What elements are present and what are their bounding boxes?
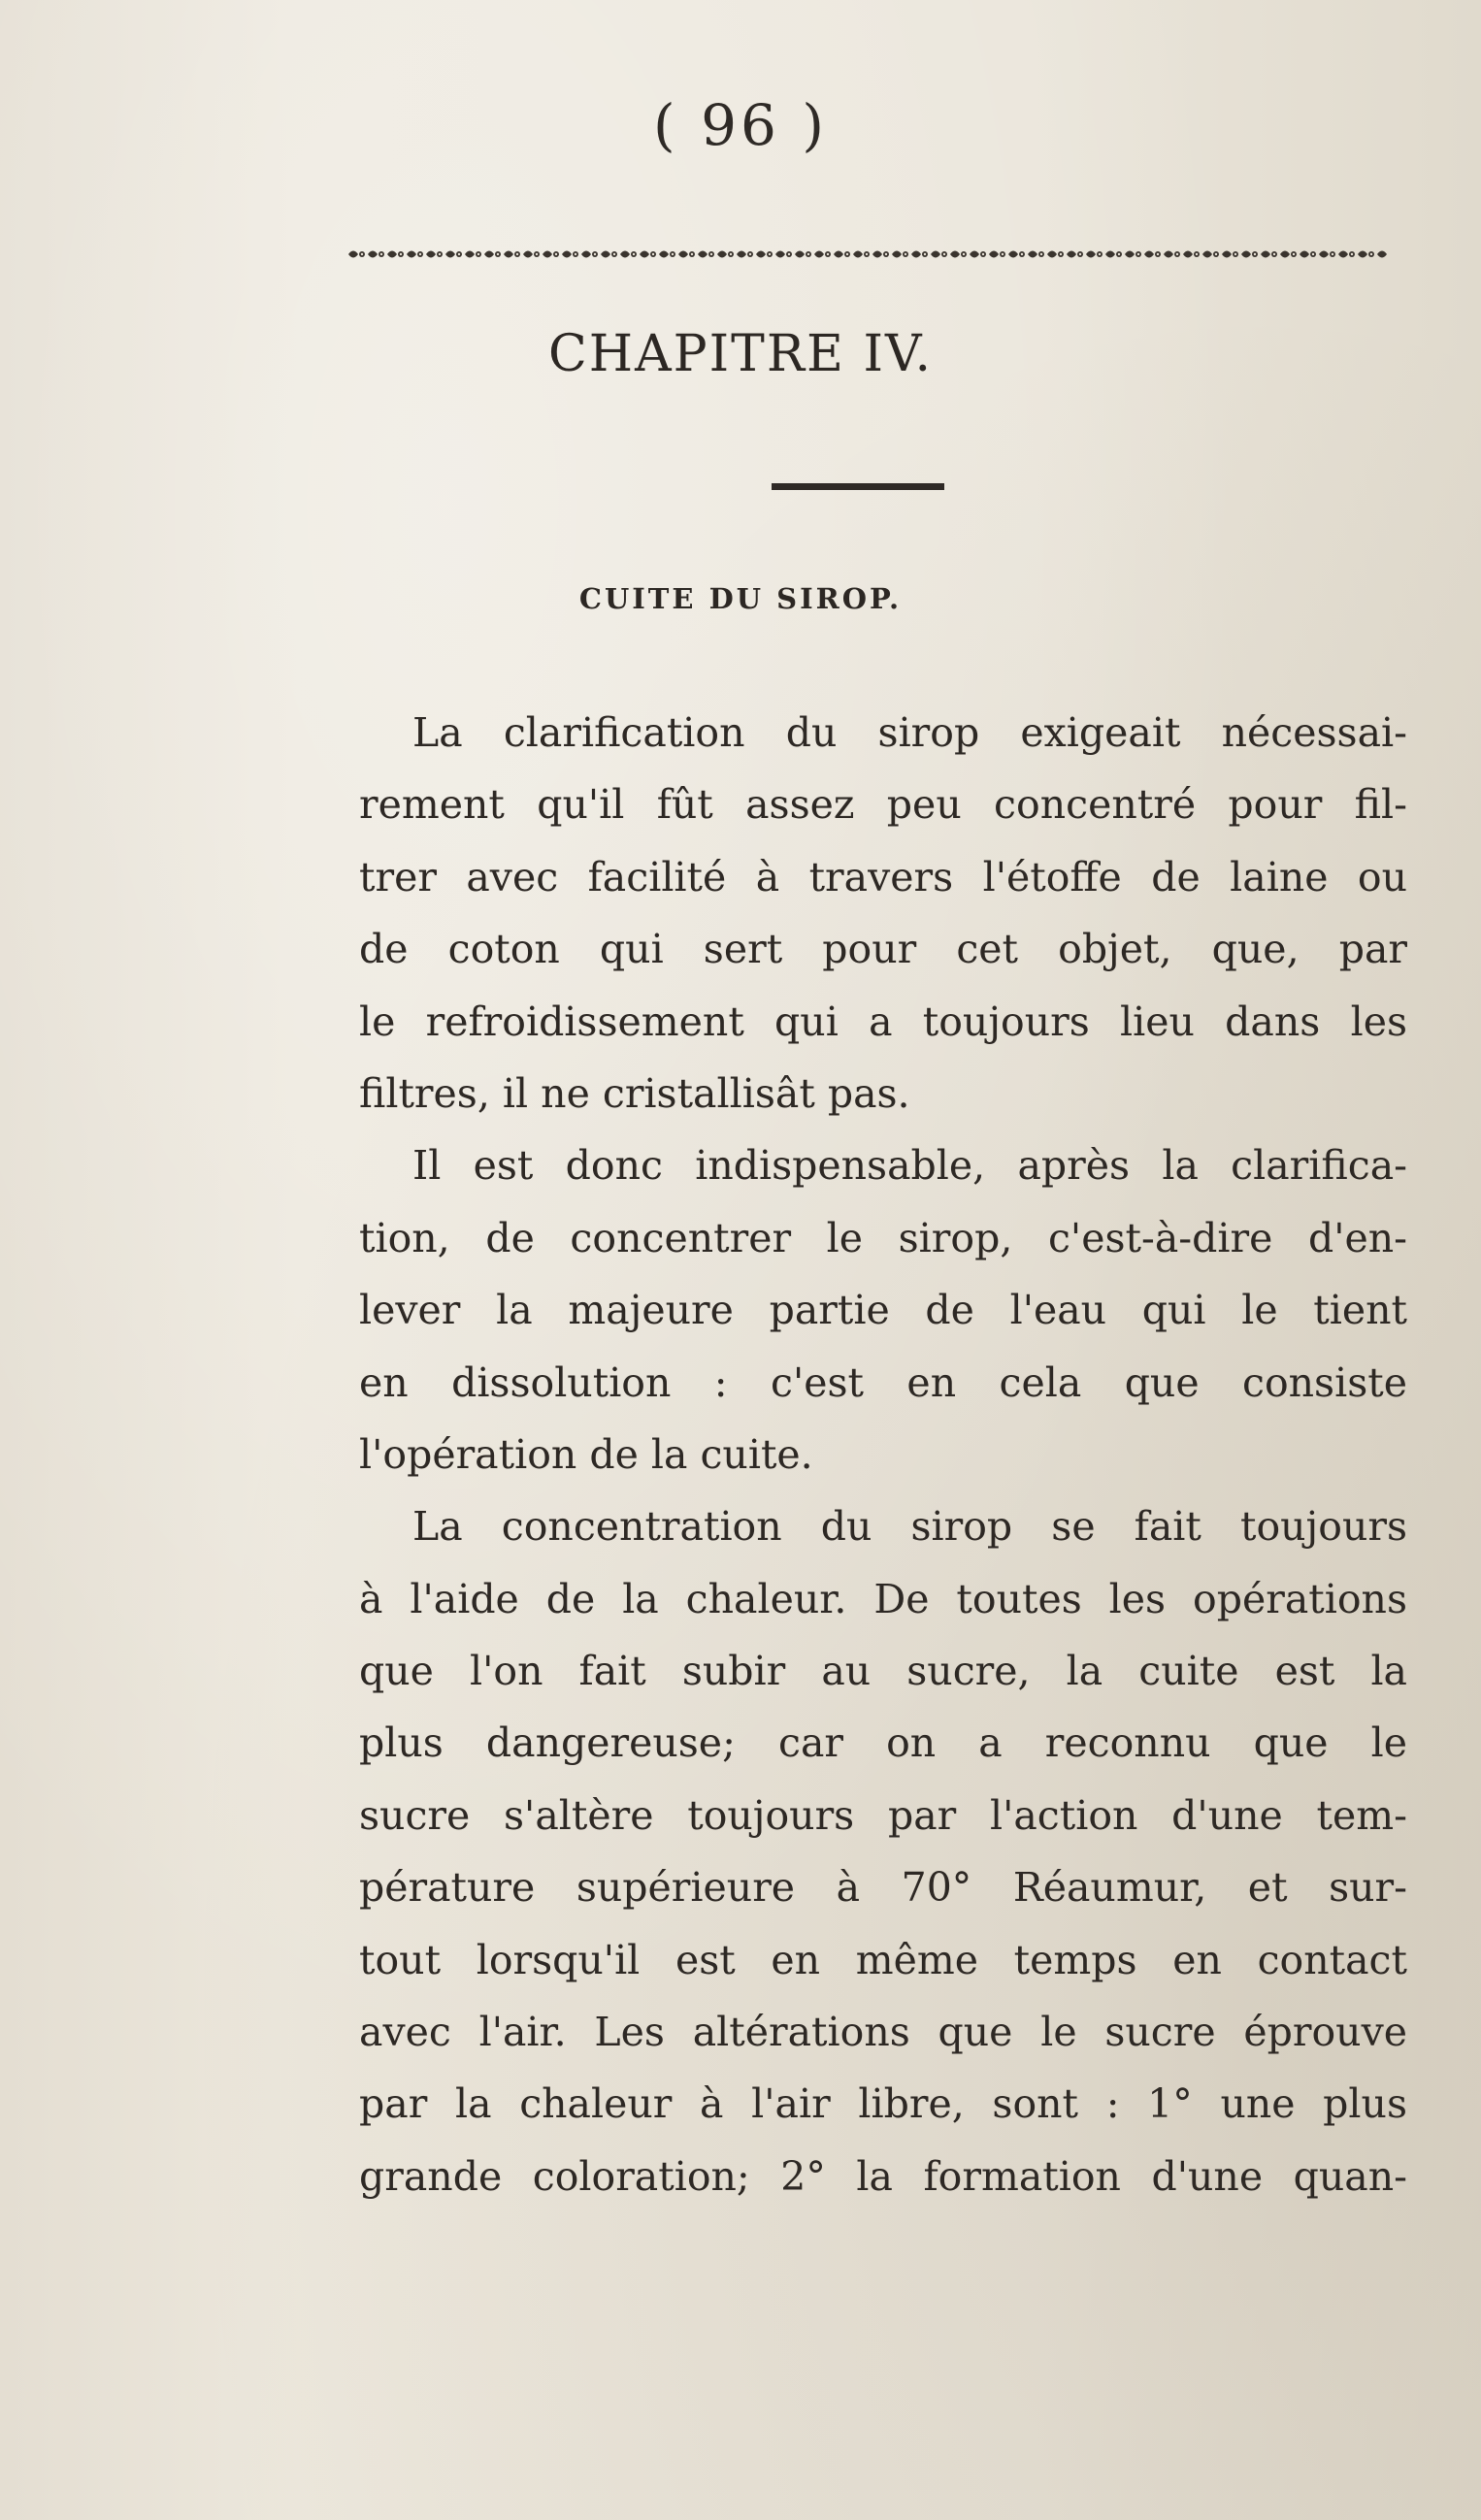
body-text bbox=[359, 697, 1407, 2212]
text-line: rement qu'il fût assez peu concentré pour fil- bbox=[359, 781, 1407, 829]
text-line: filtres, il ne cristallisât pas. bbox=[359, 1069, 910, 1117]
text-line: grande coloration; 2° la formation d'une quan- bbox=[359, 2152, 1407, 2200]
text-line: l'opération de la cuite. bbox=[359, 1430, 813, 1478]
text-line: de coton qui sert pour cet objet, que, par bbox=[359, 926, 1407, 973]
page-number: ( 96 ) bbox=[653, 92, 828, 158]
text-line: par la chaleur à l'air libre, sont : 1° une plus bbox=[359, 2080, 1407, 2128]
text-line: La clarification du sirop exigeait nécessai- bbox=[412, 709, 1407, 756]
ornamental-rule bbox=[347, 245, 1388, 264]
text-line: tout lorsqu'il est en même temps en contact bbox=[359, 1936, 1407, 1983]
text-line: Il est donc indispensable, après la clarifica- bbox=[412, 1142, 1407, 1190]
text-line: lever la majeure partie de l'eau qui le tient bbox=[359, 1287, 1407, 1334]
text-line: à l'aide de la chaleur. De toutes les opérations bbox=[359, 1575, 1407, 1622]
text-line: en dissolution : c'est en cela que consiste bbox=[359, 1358, 1407, 1406]
text-line: trer avec facilité à travers l'étoffe de laine ou bbox=[359, 853, 1407, 900]
text-line: le refroidissement qui a toujours lieu dans les bbox=[359, 998, 1407, 1045]
section-heading: CUITE DU SIROP. bbox=[578, 582, 903, 615]
title-rule bbox=[772, 483, 944, 490]
text-line: tion, de concentrer le sirop, c'est-à-dire d'en- bbox=[359, 1214, 1407, 1261]
text-line: pérature supérieure à 70° Réaumur, et sur- bbox=[359, 1864, 1407, 1912]
text-line: La concentration du sirop se fait toujours bbox=[412, 1503, 1407, 1551]
text-line: avec l'air. Les altérations que le sucre éprouve bbox=[359, 2009, 1407, 2056]
text-line: plus dangereuse; car on a reconnu que le bbox=[359, 1719, 1407, 1767]
text-line: que l'on fait subir au sucre, la cuite est la bbox=[359, 1648, 1407, 1695]
text-line: sucre s'altère toujours par l'action d'une tem- bbox=[359, 1791, 1407, 1839]
chapter-title: CHAPITRE IV. bbox=[547, 325, 934, 383]
